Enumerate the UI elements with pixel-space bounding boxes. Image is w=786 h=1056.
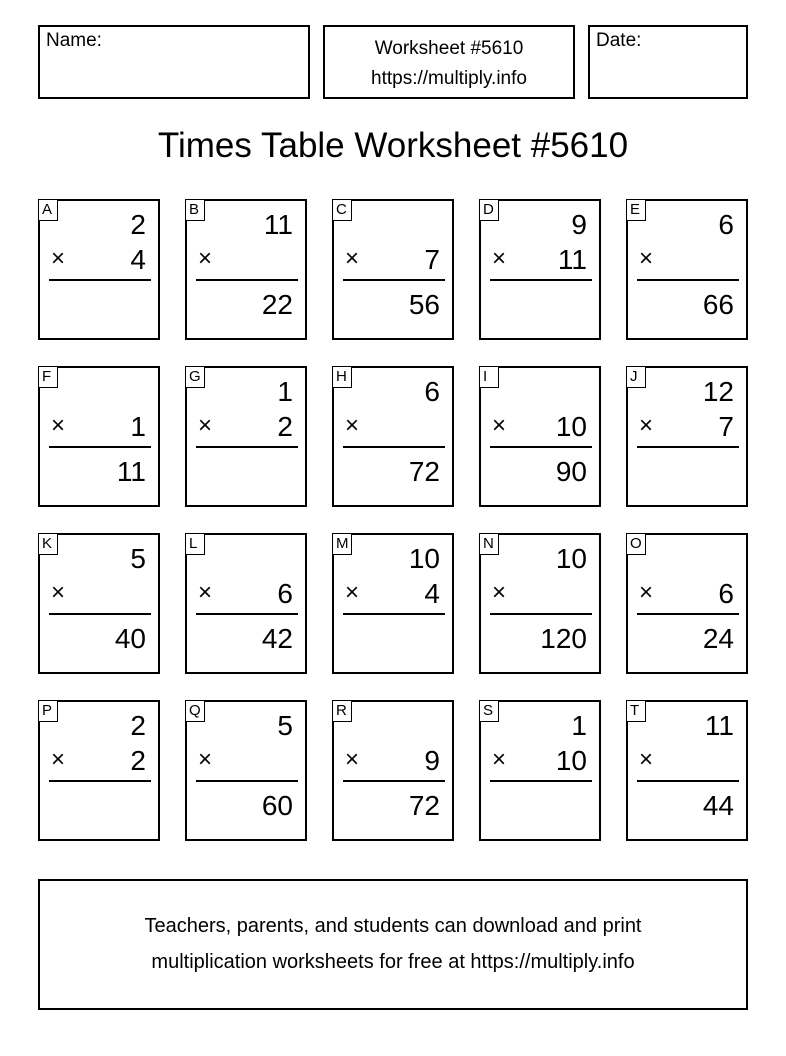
answer-line bbox=[343, 279, 445, 281]
times-sign: × bbox=[345, 245, 360, 272]
problem-card bbox=[479, 366, 601, 507]
answer[interactable]: 60 bbox=[261, 790, 293, 821]
answer-line bbox=[49, 613, 151, 615]
answer-line bbox=[196, 613, 298, 615]
answer-line bbox=[490, 279, 592, 281]
answer-line bbox=[490, 446, 592, 448]
answer-line bbox=[637, 780, 739, 782]
bottom-number[interactable]: 10 bbox=[555, 411, 587, 442]
top-number[interactable]: 11 bbox=[263, 209, 293, 240]
times-sign: × bbox=[345, 746, 360, 773]
times-sign: × bbox=[639, 746, 654, 773]
answer[interactable]: 120 bbox=[540, 623, 587, 654]
answer-line bbox=[343, 613, 445, 615]
times-sign: × bbox=[492, 245, 507, 272]
answer-line bbox=[196, 780, 298, 782]
problem-card bbox=[626, 366, 748, 507]
answer[interactable]: 72 bbox=[408, 790, 440, 821]
problem-letter: D bbox=[479, 199, 499, 221]
problem-card bbox=[38, 366, 160, 507]
footer-line-2: multiplication worksheets for free at https://multiply.info bbox=[151, 951, 635, 973]
name-box[interactable] bbox=[38, 25, 310, 99]
times-sign: × bbox=[198, 746, 213, 773]
times-sign: × bbox=[198, 579, 213, 606]
footer-line-1: Teachers, parents, and students can download and print bbox=[144, 915, 642, 937]
bottom-number[interactable]: 9 bbox=[424, 745, 440, 776]
answer-line bbox=[637, 279, 739, 281]
top-number[interactable]: 11 bbox=[704, 710, 734, 741]
problem-letter: N bbox=[479, 533, 499, 555]
answer[interactable]: 90 bbox=[555, 456, 587, 487]
times-sign: × bbox=[639, 579, 654, 606]
problem-card bbox=[626, 533, 748, 674]
bottom-number[interactable]: 2 bbox=[277, 411, 293, 442]
top-number[interactable]: 5 bbox=[130, 543, 146, 574]
bottom-number[interactable]: 7 bbox=[424, 244, 440, 275]
answer[interactable]: 22 bbox=[261, 289, 293, 320]
answer-line bbox=[343, 446, 445, 448]
problem-card bbox=[332, 199, 454, 340]
problem-letter: S bbox=[479, 700, 499, 722]
worksheet-number: Worksheet #5610 bbox=[374, 38, 524, 59]
top-number[interactable]: 6 bbox=[424, 376, 440, 407]
site-url: https://multiply.info bbox=[371, 68, 527, 89]
answer[interactable]: 44 bbox=[702, 790, 734, 821]
bottom-number[interactable]: 6 bbox=[718, 578, 734, 609]
answer-line bbox=[490, 780, 592, 782]
problem-card bbox=[185, 366, 307, 507]
problem-letter: G bbox=[185, 366, 205, 388]
top-number[interactable]: 1 bbox=[277, 376, 293, 407]
bottom-number[interactable]: 1 bbox=[130, 411, 146, 442]
top-number[interactable]: 9 bbox=[571, 209, 587, 240]
date-label: Date: bbox=[596, 30, 642, 51]
problem-card bbox=[479, 700, 601, 841]
top-number[interactable]: 5 bbox=[277, 710, 293, 741]
problem-card bbox=[38, 533, 160, 674]
times-sign: × bbox=[345, 579, 360, 606]
times-sign: × bbox=[51, 746, 66, 773]
times-sign: × bbox=[198, 245, 213, 272]
problem-letter: I bbox=[479, 366, 499, 388]
bottom-number[interactable]: 10 bbox=[555, 745, 587, 776]
answer-line bbox=[637, 446, 739, 448]
answer-line bbox=[49, 446, 151, 448]
bottom-number[interactable]: 11 bbox=[557, 244, 587, 275]
top-number[interactable]: 1 bbox=[571, 710, 587, 741]
name-label: Name: bbox=[46, 30, 102, 51]
bottom-number[interactable]: 7 bbox=[718, 411, 734, 442]
answer[interactable]: 42 bbox=[261, 623, 293, 654]
problem-card bbox=[479, 199, 601, 340]
problem-card bbox=[626, 700, 748, 841]
times-sign: × bbox=[345, 412, 360, 439]
problem-card bbox=[185, 199, 307, 340]
footer-box bbox=[38, 879, 748, 1010]
problem-letter: M bbox=[332, 533, 352, 555]
bottom-number[interactable]: 4 bbox=[130, 244, 146, 275]
page-title: Times Table Worksheet #5610 bbox=[157, 126, 629, 165]
problem-letter: F bbox=[38, 366, 58, 388]
times-sign: × bbox=[198, 412, 213, 439]
answer[interactable]: 24 bbox=[702, 623, 734, 654]
times-sign: × bbox=[492, 746, 507, 773]
times-sign: × bbox=[639, 245, 654, 272]
problem-letter: K bbox=[38, 533, 58, 555]
problem-letter: R bbox=[332, 700, 352, 722]
times-sign: × bbox=[492, 412, 507, 439]
top-number[interactable]: 10 bbox=[408, 543, 440, 574]
bottom-number[interactable]: 4 bbox=[424, 578, 440, 609]
answer-line bbox=[490, 613, 592, 615]
answer-line bbox=[49, 279, 151, 281]
problem-letter: Q bbox=[185, 700, 205, 722]
answer-line bbox=[196, 279, 298, 281]
problem-letter: B bbox=[185, 199, 205, 221]
answer-line bbox=[637, 613, 739, 615]
times-sign: × bbox=[51, 412, 66, 439]
problem-card bbox=[332, 533, 454, 674]
date-box[interactable] bbox=[588, 25, 748, 99]
problem-letter: T bbox=[626, 700, 646, 722]
worksheet-info-box bbox=[323, 25, 575, 99]
top-number[interactable]: 2 bbox=[130, 209, 146, 240]
problem-letter: J bbox=[626, 366, 646, 388]
problem-letter: O bbox=[626, 533, 646, 555]
answer[interactable]: 72 bbox=[408, 456, 440, 487]
problem-card bbox=[332, 700, 454, 841]
top-number[interactable]: 12 bbox=[702, 376, 734, 407]
problem-card bbox=[185, 700, 307, 841]
problem-card bbox=[185, 533, 307, 674]
problem-letter: P bbox=[38, 700, 58, 722]
bottom-number[interactable]: 2 bbox=[130, 745, 146, 776]
problem-letter: A bbox=[38, 199, 58, 221]
times-sign: × bbox=[492, 579, 507, 606]
times-sign: × bbox=[51, 579, 66, 606]
answer[interactable]: 66 bbox=[702, 289, 734, 320]
problem-letter: L bbox=[185, 533, 205, 555]
problem-letter: H bbox=[332, 366, 352, 388]
top-number[interactable]: 10 bbox=[555, 543, 587, 574]
answer-line bbox=[49, 780, 151, 782]
problem-card bbox=[38, 700, 160, 841]
problem-card bbox=[332, 366, 454, 507]
top-number[interactable]: 6 bbox=[718, 209, 734, 240]
answer[interactable]: 56 bbox=[408, 289, 440, 320]
problem-letter: C bbox=[332, 199, 352, 221]
answer-line bbox=[196, 446, 298, 448]
problem-card bbox=[38, 199, 160, 340]
answer[interactable]: 40 bbox=[114, 623, 146, 654]
top-number[interactable]: 2 bbox=[130, 710, 146, 741]
answer-line bbox=[343, 780, 445, 782]
problem-letter: E bbox=[626, 199, 646, 221]
times-sign: × bbox=[51, 245, 66, 272]
bottom-number[interactable]: 6 bbox=[277, 578, 293, 609]
answer[interactable]: 11 bbox=[116, 456, 146, 487]
problem-card bbox=[626, 199, 748, 340]
problem-card bbox=[479, 533, 601, 674]
times-sign: × bbox=[639, 412, 654, 439]
